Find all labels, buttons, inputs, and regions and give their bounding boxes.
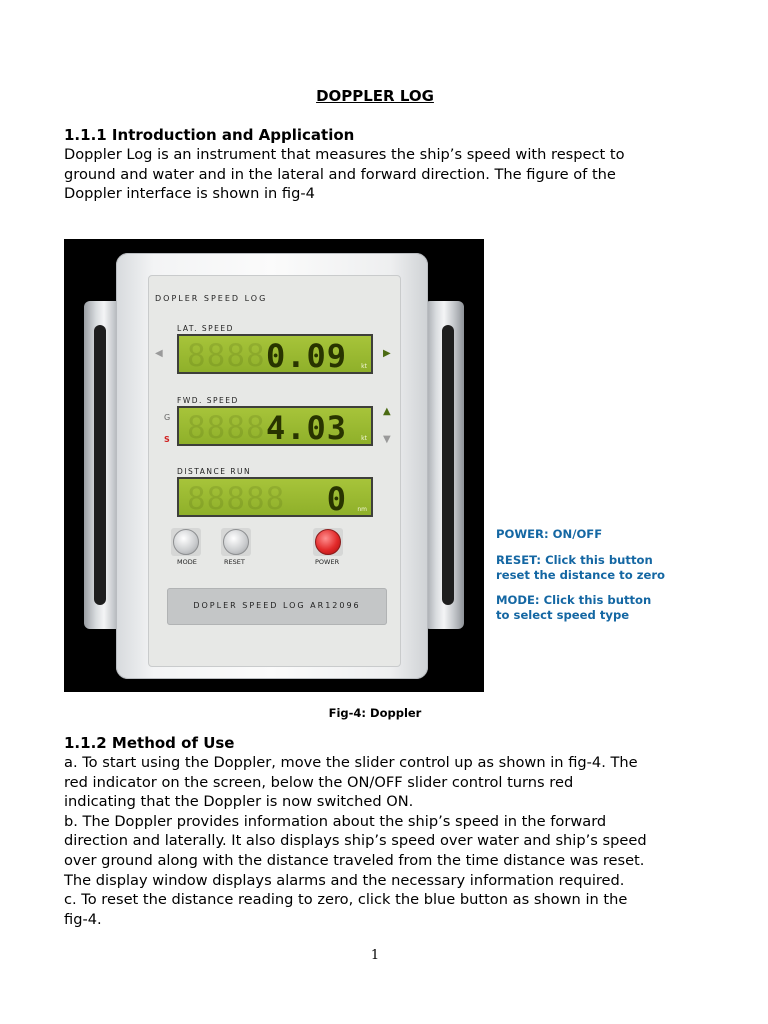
distance-run-value: 0 <box>326 480 347 518</box>
speed-mode-g: G <box>164 413 171 422</box>
text-line: c. To reset the distance reading to zero, click the blue button as shown in the <box>64 891 628 909</box>
text-line: a. To start using the Doppler, move the slider control up as shown in fig-4. The <box>64 754 638 771</box>
method-paragraph <box>64 753 704 929</box>
text-line: direction and laterally. It also displays ship’s speed over water and ship’s speed <box>64 832 647 850</box>
annotation-mode <box>496 593 726 623</box>
lat-speed-display <box>177 334 373 374</box>
text-line: red indicator on the screen, below the ON/OFF slider control turns red <box>64 773 574 791</box>
section-heading-method: 1.1.2 Method of Use <box>64 734 235 752</box>
lcd-ghost-digits: 88888 <box>187 481 286 517</box>
text-line: indicating that the Doppler is now switched ON. <box>64 793 414 811</box>
fwd-arrow-down-icon[interactable]: ▼ <box>383 434 391 445</box>
power-button[interactable] <box>315 529 341 555</box>
fwd-speed-label: FWD. SPEED <box>177 396 239 405</box>
text-line: fig-4. <box>64 910 102 928</box>
distance-run-display <box>177 477 373 517</box>
fwd-arrow-up-icon[interactable]: ▲ <box>383 406 391 417</box>
text-line: ground and water and in the lateral and forward direction. The figure of the <box>64 165 616 183</box>
power-button-label: POWER <box>315 558 340 566</box>
annotation-line: MODE: Click this button <box>496 593 652 607</box>
reset-button-label: RESET <box>224 558 245 566</box>
fwd-speed-unit: kt <box>361 435 367 442</box>
text-line: b. The Doppler provides information about the ship’s speed in the forward <box>64 812 607 830</box>
text-line: over ground along with the distance traveled from the time distance was reset. <box>64 851 645 869</box>
device-panel <box>148 275 401 667</box>
lat-speed-unit: kt <box>361 363 367 370</box>
speed-mode-s: S <box>164 435 170 444</box>
section-heading-introduction: 1.1.1 Introduction and Application <box>64 126 355 144</box>
text-line: The display window displays alarms and the necessary information required. <box>64 871 625 889</box>
lat-arrow-right-icon[interactable]: ▶ <box>383 348 391 359</box>
annotation-power: POWER: ON/OFF <box>496 527 603 541</box>
fwd-speed-value: 4.03 <box>265 409 347 447</box>
text-line: Doppler Log is an instrument that measures the ship’s speed with respect to <box>64 146 625 163</box>
mode-button[interactable] <box>173 529 199 555</box>
lat-arrow-left-icon[interactable]: ◀ <box>155 348 163 359</box>
doppler-figure <box>64 239 484 692</box>
fwd-speed-display <box>177 406 373 446</box>
annotation-line: RESET: Click this button <box>496 553 653 567</box>
device-name: DOPLER SPEED LOG <box>155 294 268 303</box>
annotation-line: reset the distance to zero <box>496 568 666 582</box>
document-title: DOPPLER LOG <box>316 87 434 105</box>
reset-button[interactable] <box>223 529 249 555</box>
right-handle <box>424 301 464 629</box>
page-number: 1 <box>370 948 380 963</box>
lcd-ghost-digits: 8888 <box>187 410 266 446</box>
annotation-reset <box>496 553 726 583</box>
introduction-paragraph <box>64 145 704 204</box>
lat-speed-label: LAT. SPEED <box>177 324 234 333</box>
model-plate-text: DOPLER SPEED LOG AR12096 <box>193 601 361 610</box>
mode-button-label: MODE <box>177 558 197 566</box>
figure-caption: Fig-4: Doppler <box>328 706 422 720</box>
annotation-line: to select speed type <box>496 608 630 622</box>
model-plate <box>167 588 387 625</box>
text-line: Doppler interface is shown in fig-4 <box>64 185 315 203</box>
lat-speed-value: 0.09 <box>265 337 347 375</box>
lcd-ghost-digits: 8888 <box>187 338 266 374</box>
distance-run-unit: nm <box>357 506 367 513</box>
doppler-device <box>116 253 428 679</box>
distance-run-label: DISTANCE RUN <box>177 467 252 476</box>
